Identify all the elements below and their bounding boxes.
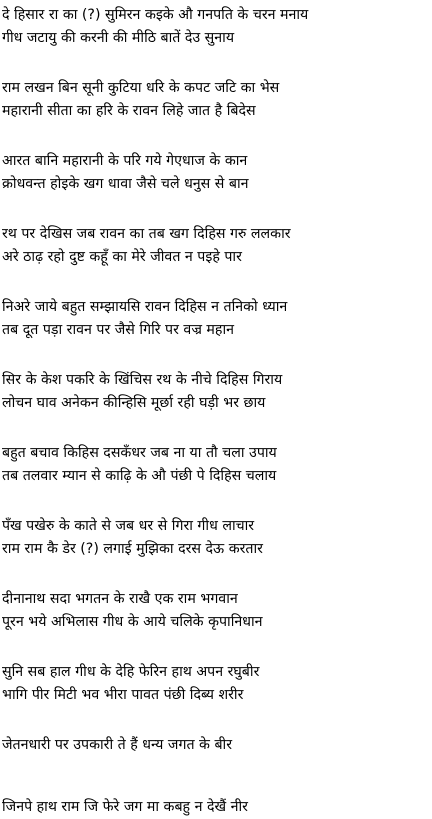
poem-line: जिनपे हाथ राम जि फेरे जग मा कबहु न देखैं नीर: [2, 799, 248, 815]
stanza: [2, 796, 432, 819]
poem-line: पँख पखेरु के काते से जब धर से गिरा गीध लाचार: [2, 518, 255, 534]
stanza: [2, 150, 432, 196]
poem-line: सुनि सब हाल गीध के देहि फेरिन हाथ अपन रघुबीर: [2, 664, 260, 680]
stanza: [2, 661, 432, 707]
poem-line: तब तलवार म्यान से काढ़ि के औ पंछी पे दिहिस चलाय: [2, 468, 277, 484]
stanza: [2, 223, 432, 269]
poem-line: राम लखन बिन सूनी कुटिया धरि के कपट जटि का भेस: [2, 80, 280, 96]
poem-line: तब दूत पड़ा रावन पर जैसे गिरि पर वज्र महान: [2, 322, 234, 338]
poem-line: दे हिसार रा का (?) सुमिरन कइके औ गनपति के चरन मनाय: [2, 7, 309, 23]
poem-line: सिर के केश पकरि के खिंचिस रथ के नीचे दिहिस गिराय: [2, 372, 283, 388]
poem-line: महारानी सीता का हरि के रावन लिहे जात है बिदेस: [2, 103, 256, 119]
poem-line: दीनानाथ सदा भगतन के राखै एक राम भगवान: [2, 591, 238, 607]
poem-line: भागि पीर मिटी भव भीरा पावत पंछी दिब्य शरीर: [2, 687, 244, 703]
poem-line: अरे ठाढ़ रहो दुष्ट कहूँ का मेरे जीवत न पइहे पार: [2, 249, 242, 265]
stanza: [2, 588, 432, 634]
stanza: [2, 77, 432, 123]
stanza: [2, 369, 432, 415]
stanza: [2, 442, 432, 488]
poem-line: राम राम कै डेर (?) लगाई मुझिका दरस देऊ करतार: [2, 541, 263, 557]
poem-line: पूरन भये अभिलास गीध के आये चलिके कृपानिधान: [2, 614, 263, 630]
poem-line: गीध जटायु की करनी की मीठि बातें देउ सुनाय: [2, 30, 235, 46]
poem-line: निअरे जाये बहुत सम्झायसि रावन दिहिस न तनिको ध्यान: [2, 299, 288, 315]
poem-line: आरत बानि महारानी के परि गये गेएधाज के कान: [2, 153, 248, 169]
stanza: [2, 734, 432, 757]
poem-line: बहुत बचाव किहिस दसकँधर जब ना या तौ चला उपाय: [2, 445, 277, 461]
poem-line: जेतनधारी पर उपकारी ते हैं धन्य जगत के बीर: [2, 737, 233, 753]
poem-line: क्रोधवन्त होइके खग धावा जैसे चले धनुस से बान: [2, 176, 249, 192]
stanza: [2, 4, 432, 50]
stanza: [2, 515, 432, 561]
poem-line: रथ पर देखिस जब रावन का तब खग दिहिस गरु ललकार: [2, 226, 291, 242]
stanza: [2, 296, 432, 342]
poem-line: लोचन घाव अनेकन कीन्हिसि मूर्छा रही घड़ी भर छाय: [2, 395, 266, 411]
